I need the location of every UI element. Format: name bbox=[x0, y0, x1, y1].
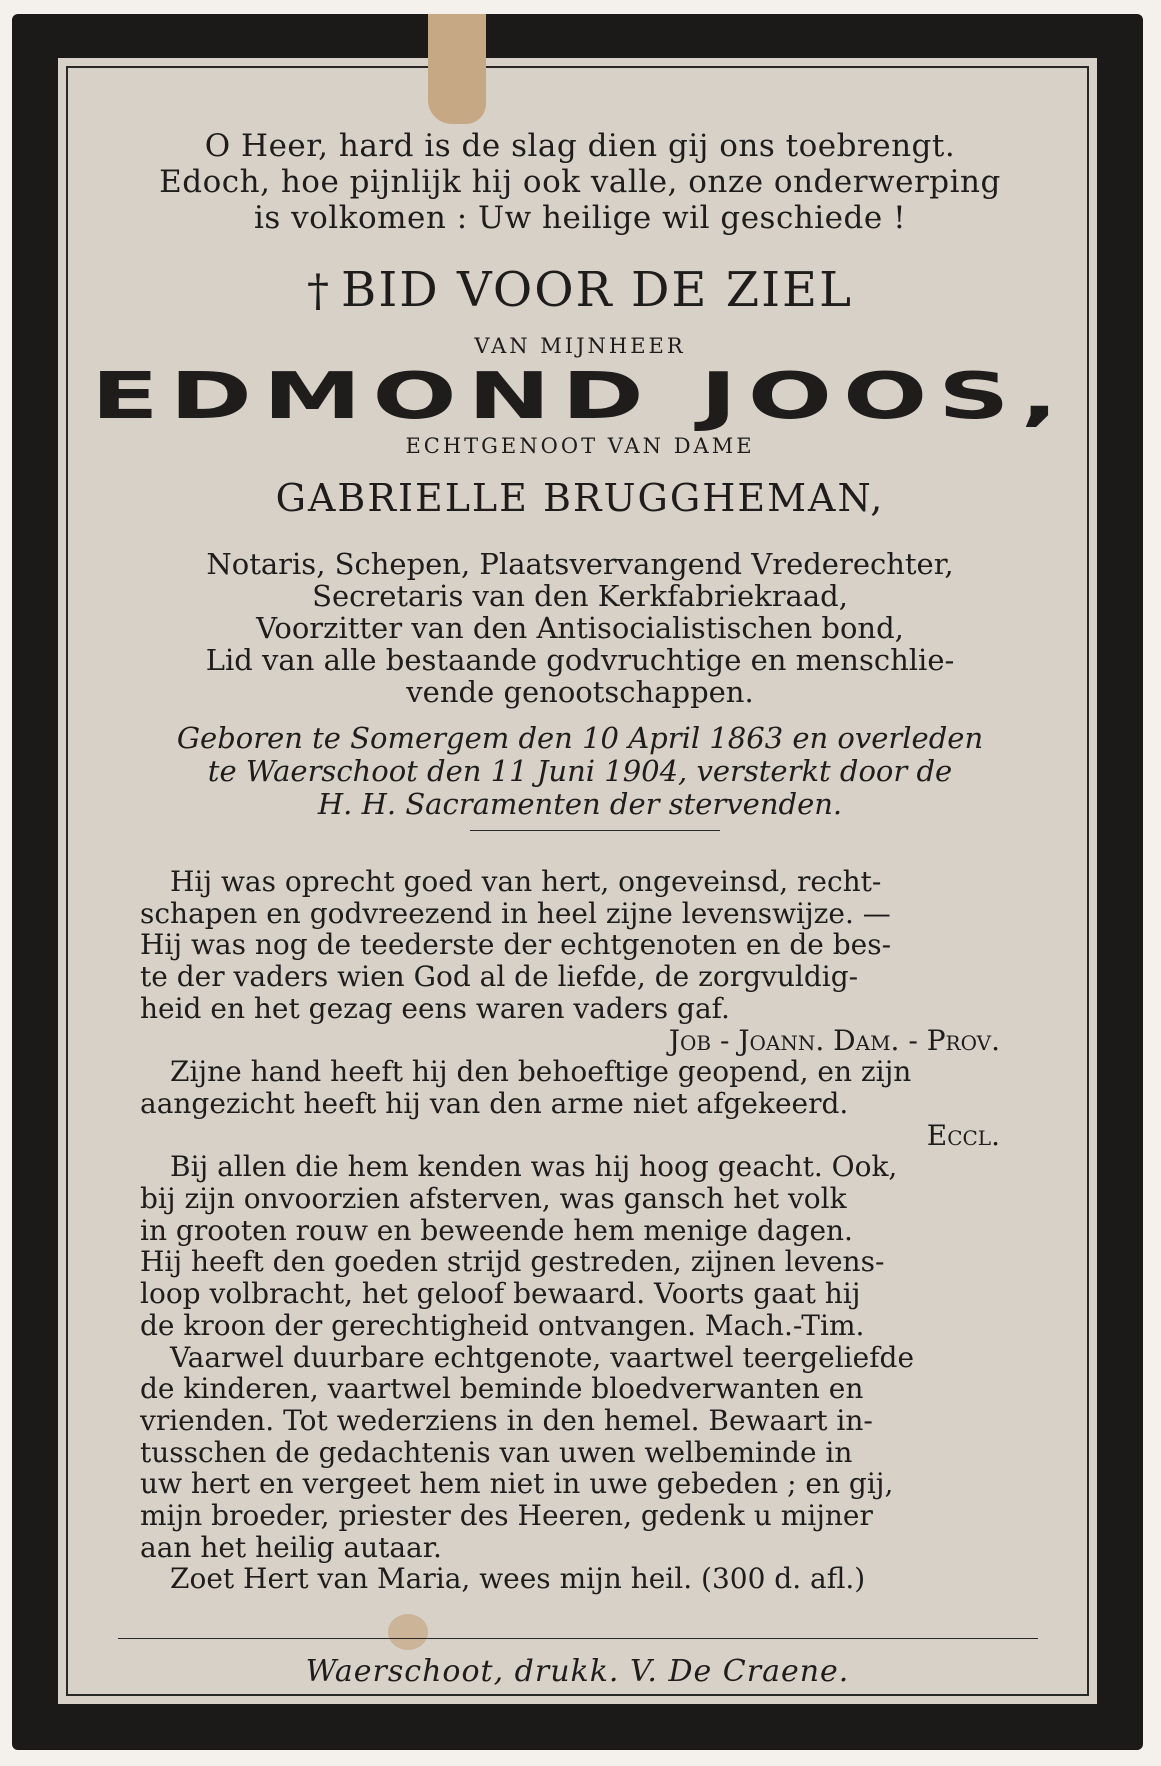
eulogy-line: in grooten rouw en beweende hem menige dagen. bbox=[140, 1213, 853, 1247]
eulogy-line: de kroon der gerechtigheid ontvangen. Mach.-Tim. bbox=[140, 1308, 865, 1342]
eulogy-line: loop volbracht, het geloof bewaard. Voorts gaat hij bbox=[140, 1277, 861, 1311]
eulogy-line: vrienden. Tot wederziens in den hemel. Bewaart in- bbox=[140, 1403, 873, 1437]
closing-prayer: Zoet Hert van Maria, wees mijn heil. (300 d. afl.) bbox=[170, 1562, 866, 1596]
scripture-reference: Eccl. bbox=[926, 1118, 1000, 1152]
eulogy-line: uw hert en vergeet hem niet in uwe gebeden ; en gij, bbox=[140, 1467, 894, 1501]
memorial-card bbox=[12, 14, 1143, 1750]
eulogy-line: schapen en godvreezend in heel zijne levenswijze. — bbox=[140, 896, 891, 930]
eulogy-line: heid en het gezag eens waren vaders gaf. bbox=[140, 991, 730, 1025]
printer-imprint: Waerschoot, drukk. V. De Craene. bbox=[305, 1654, 850, 1689]
title-line: Voorzitter van den Antisocialistischen bond, bbox=[256, 611, 904, 645]
prayer-heading-text: BID VOOR DE ZIEL bbox=[341, 262, 853, 318]
invocation-line: O Heer, hard is de slag dien gij ons toebrengt. bbox=[204, 128, 956, 164]
eulogy-line: mijn broeder, priester des Heeren, gedenk u mijner bbox=[140, 1499, 873, 1533]
eulogy-text bbox=[140, 866, 1020, 1595]
prayer-heading bbox=[140, 262, 1020, 318]
paper-tear-top bbox=[428, 14, 486, 124]
eulogy-line: Hij was nog de teederste der echtgenoten en de bes- bbox=[140, 928, 892, 962]
title-line: vende genootschappen. bbox=[406, 675, 754, 709]
van-mijnheer-label: VAN MIJNHEER bbox=[474, 334, 686, 358]
card-paper bbox=[58, 58, 1097, 1704]
title-line: Lid van alle bestaande godvruchtige en menschlie- bbox=[205, 643, 955, 677]
birth-death-text bbox=[140, 722, 1020, 821]
eulogy-line: Hij heeft den goeden strijd gestreden, zijnen levens- bbox=[140, 1245, 885, 1279]
section-divider bbox=[470, 830, 720, 831]
birth-line: te Waerschoot den 11 Juni 1904, versterkt door de bbox=[207, 754, 953, 788]
footer-divider bbox=[118, 1638, 1038, 1639]
birth-line: Geboren te Somergem den 10 April 1863 en overleden bbox=[176, 721, 984, 755]
cross-icon: † bbox=[307, 266, 332, 317]
title-line: Notaris, Schepen, Plaatsvervangend Vrederechter, bbox=[206, 547, 954, 581]
eulogy-line: Zijne hand heeft hij den behoeftige geopend, en zijn bbox=[170, 1055, 912, 1089]
invocation-text bbox=[140, 128, 1020, 236]
invocation-line: Edoch, hoe pijnlijk hij ook valle, onze onderwerping bbox=[159, 164, 1001, 200]
echtgenoot-label: ECHTGENOOT VAN DAME bbox=[405, 434, 755, 458]
birth-line: H. H. Sacramenten der stervenden. bbox=[317, 787, 843, 821]
deceased-name: EDMOND JOOS, bbox=[91, 360, 1069, 434]
titles-block bbox=[140, 548, 1020, 708]
spouse-name: GABRIELLE BRUGGHEMAN, bbox=[275, 476, 885, 520]
title-line: Secretaris van den Kerkfabriekraad, bbox=[312, 579, 848, 613]
eulogy-line: tusschen de gedachtenis van uwen welbeminde in bbox=[140, 1435, 853, 1469]
invocation-line: is volkomen : Uw heilige wil geschiede ! bbox=[253, 200, 907, 236]
eulogy-line: Vaarwel duurbare echtgenote, vaartwel teergeliefde bbox=[170, 1340, 915, 1374]
eulogy-line: aan het heilig autaar. bbox=[140, 1530, 442, 1564]
scripture-reference: Job - Joann. Dam. - Prov. bbox=[668, 1023, 1000, 1057]
eulogy-line: Bij allen die hem kenden was hij hoog geacht. Ook, bbox=[170, 1150, 898, 1184]
paper-tear-bottom bbox=[388, 1614, 428, 1650]
eulogy-line: de kinderen, vaartwel beminde bloedverwanten en bbox=[140, 1372, 864, 1406]
eulogy-line: aangezicht heeft hij van den arme niet afgekeerd. bbox=[140, 1086, 849, 1120]
eulogy-line: Hij was oprecht goed van hert, ongeveinsd, recht- bbox=[170, 865, 882, 898]
eulogy-line: te der vaders wien God al de liefde, de zorgvuldig- bbox=[140, 960, 859, 994]
eulogy-line: bij zijn onvoorzien afsterven, was gansch het volk bbox=[140, 1182, 847, 1216]
